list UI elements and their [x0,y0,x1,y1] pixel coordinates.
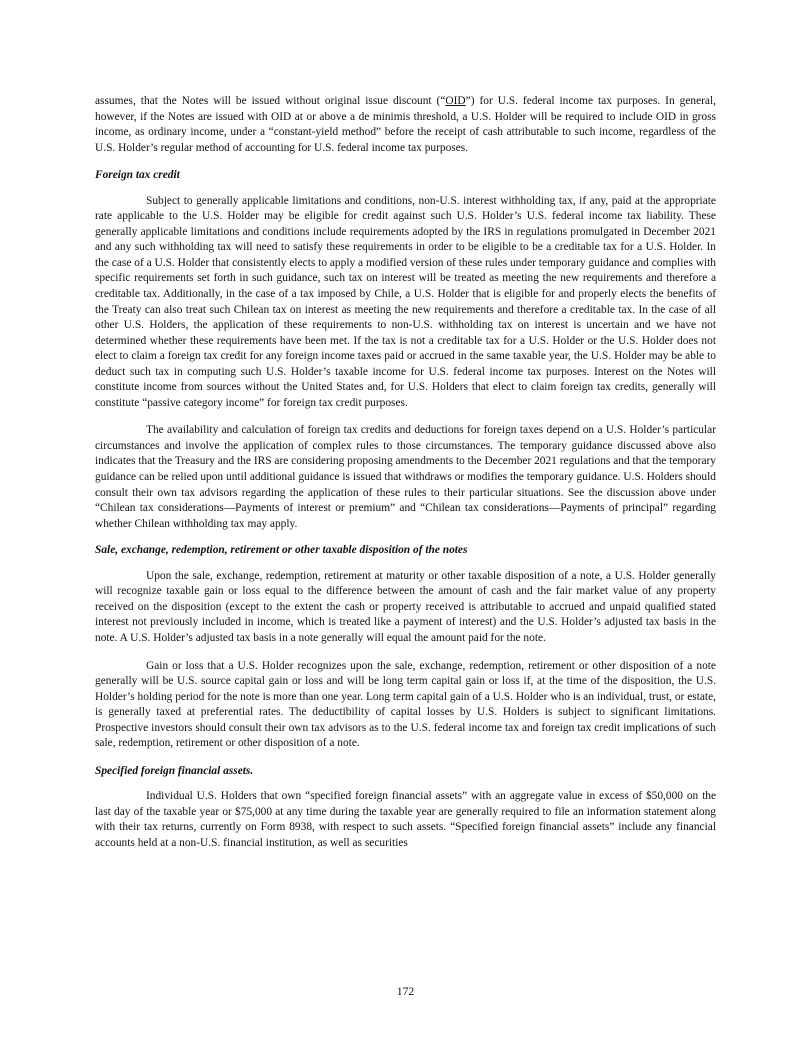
paragraph-sale-exchange-2: Gain or loss that a U.S. Holder recognizes upon the sale, exchange, redemption, retirement or other disposition of a note generally will be U.S. source capital gain or loss and will be long term capital gain or loss if, at the time of the disposition, the U.S. Holder’s holding period for the note is more than one year. Long term capital gain of a U.S. Holder who is an individual, trust, or estate, is generally taxed at preferential rates. The deductibility of capital losses by U.S. Holders is subject to significant limitations. Prospective investors should consult their own tax advisors as to the U.S. federal income tax and foreign tax credit implications of such sale, redemption, retirement or other disposition of a note. [95,659,716,750]
intro-paragraph [95,94,716,156]
section-heading-specified-foreign-assets: Specified foreign financial assets. [95,764,254,777]
paragraph-foreign-tax-credit-2: The availability and calculation of foreign tax credits and deductions for foreign taxes depend on a U.S. Holder’s particular circumstances and involve the application of complex rules to those circumstances. The temporary guidance discussed above also indicates that the Treasury and the IRS are considering proposing amendments to the December 2021 regulations and that the temporary guidance can be relied upon until additional guidance is issued that withdraws or modifies the temporary guidance. U.S. Holders should consult their own tax advisors regarding the application of these rules to their particular situations. See the discussion above under “Chilean tax considerations—Payments of interest or premium” and “Chilean tax considerations—Payments of principal” regarding whether Chilean withholding tax may apply. [95,424,716,530]
page-number: 172 [396,985,415,998]
section-heading-foreign-tax-credit: Foreign tax credit [95,169,180,182]
section-heading-sale-exchange: Sale, exchange, redemption, retirement or other taxable disposition of the notes [95,544,468,557]
document-page [95,94,716,852]
intro-text-end: ”) for U.S. federal income tax purposes. In general, however, if the Notes are issued with OID at or above a de minimis threshold, a U.S. Holder will be required to include OID in gross income, as ordinary income, under a “constant-yield method” before the receipt of cash attributable to such income, regardless of the U.S. Holder’s regular method of accounting for U.S. federal income tax purposes. [95,95,717,154]
paragraph-sale-exchange-1: Upon the sale, exchange, redemption, retirement at maturity or other taxable disposition of a note, a U.S. Holder generally will recognize taxable gain or loss equal to the difference between the amount of cash and the fair market value of any property received on the disposition (except to the extent the cash or property received is attributable to accrued and unpaid qualified stated interest not previously included in income, which is treated like a payment of interest) and the U.S. Holder’s adjusted tax basis in the note. A U.S. Holder’s adjusted tax basis in a note generally will equal the amount paid for the note. [95,569,716,644]
paragraph-specified-foreign-assets-1: Individual U.S. Holders that own “specified foreign financial assets” with an aggregate value in excess of $50,000 on the last day of the taxable year or $75,000 at any time during the taxable year are generally required to file an information statement along with their tax returns, currently on Form 8938, with respect to such assets. “Specified foreign financial assets” include any financial accounts held at a non-U.S. financial institution, as well as securities [95,790,716,849]
intro-text-start: assumes, that the Notes will be issued without original issue discount (“ [95,95,446,107]
paragraph-foreign-tax-credit-1: Subject to generally applicable limitations and conditions, non-U.S. interest withholding tax, if any, paid at the appropriate rate applicable to the U.S. Holder may be eligible for credit against such U.S. Holder’s U.S. federal income tax liability. These generally applicable limitations and conditions include requirements adopted by the IRS in regulations promulgated in December 2021 and any such withholding tax will need to satisfy these requirements in order to be eligible to be a creditable tax for a U.S. Holder. In the case of a U.S. Holder that consistently elects to apply a modified version of these rules under temporary guidance and complies with specific requirements set forth in such guidance, such tax on interest will be treated as meeting the new requirements and therefore a creditable tax. Additionally, in the case of a tax imposed by Chile, a U.S. Holder that is eligible for and properly elects the benefits of the Treaty can also treat such Chilean tax on interest as meeting the new requirements and therefore a creditable tax. In the case of all other U.S. Holders, the application of these requirements to non-U.S. withholding tax on interest is uncertain and we have not determined whether these requirements have been met. If the tax is not a creditable tax for a U.S. Holder or the U.S. Holder does not elect to claim a foreign tax credit for any foreign income taxes paid or accrued in the same taxable year, the U.S. Holder may be able to deduct such tax in computing such U.S. Holder’s taxable income for U.S. federal income tax purposes. Interest on the Notes will constitute income from sources without the United States and, for U.S. Holders that elect to claim foreign tax credits, generally will constitute “passive category income” for foreign tax credit purposes. [95,194,716,409]
oid-abbreviation: OID [445,95,466,107]
